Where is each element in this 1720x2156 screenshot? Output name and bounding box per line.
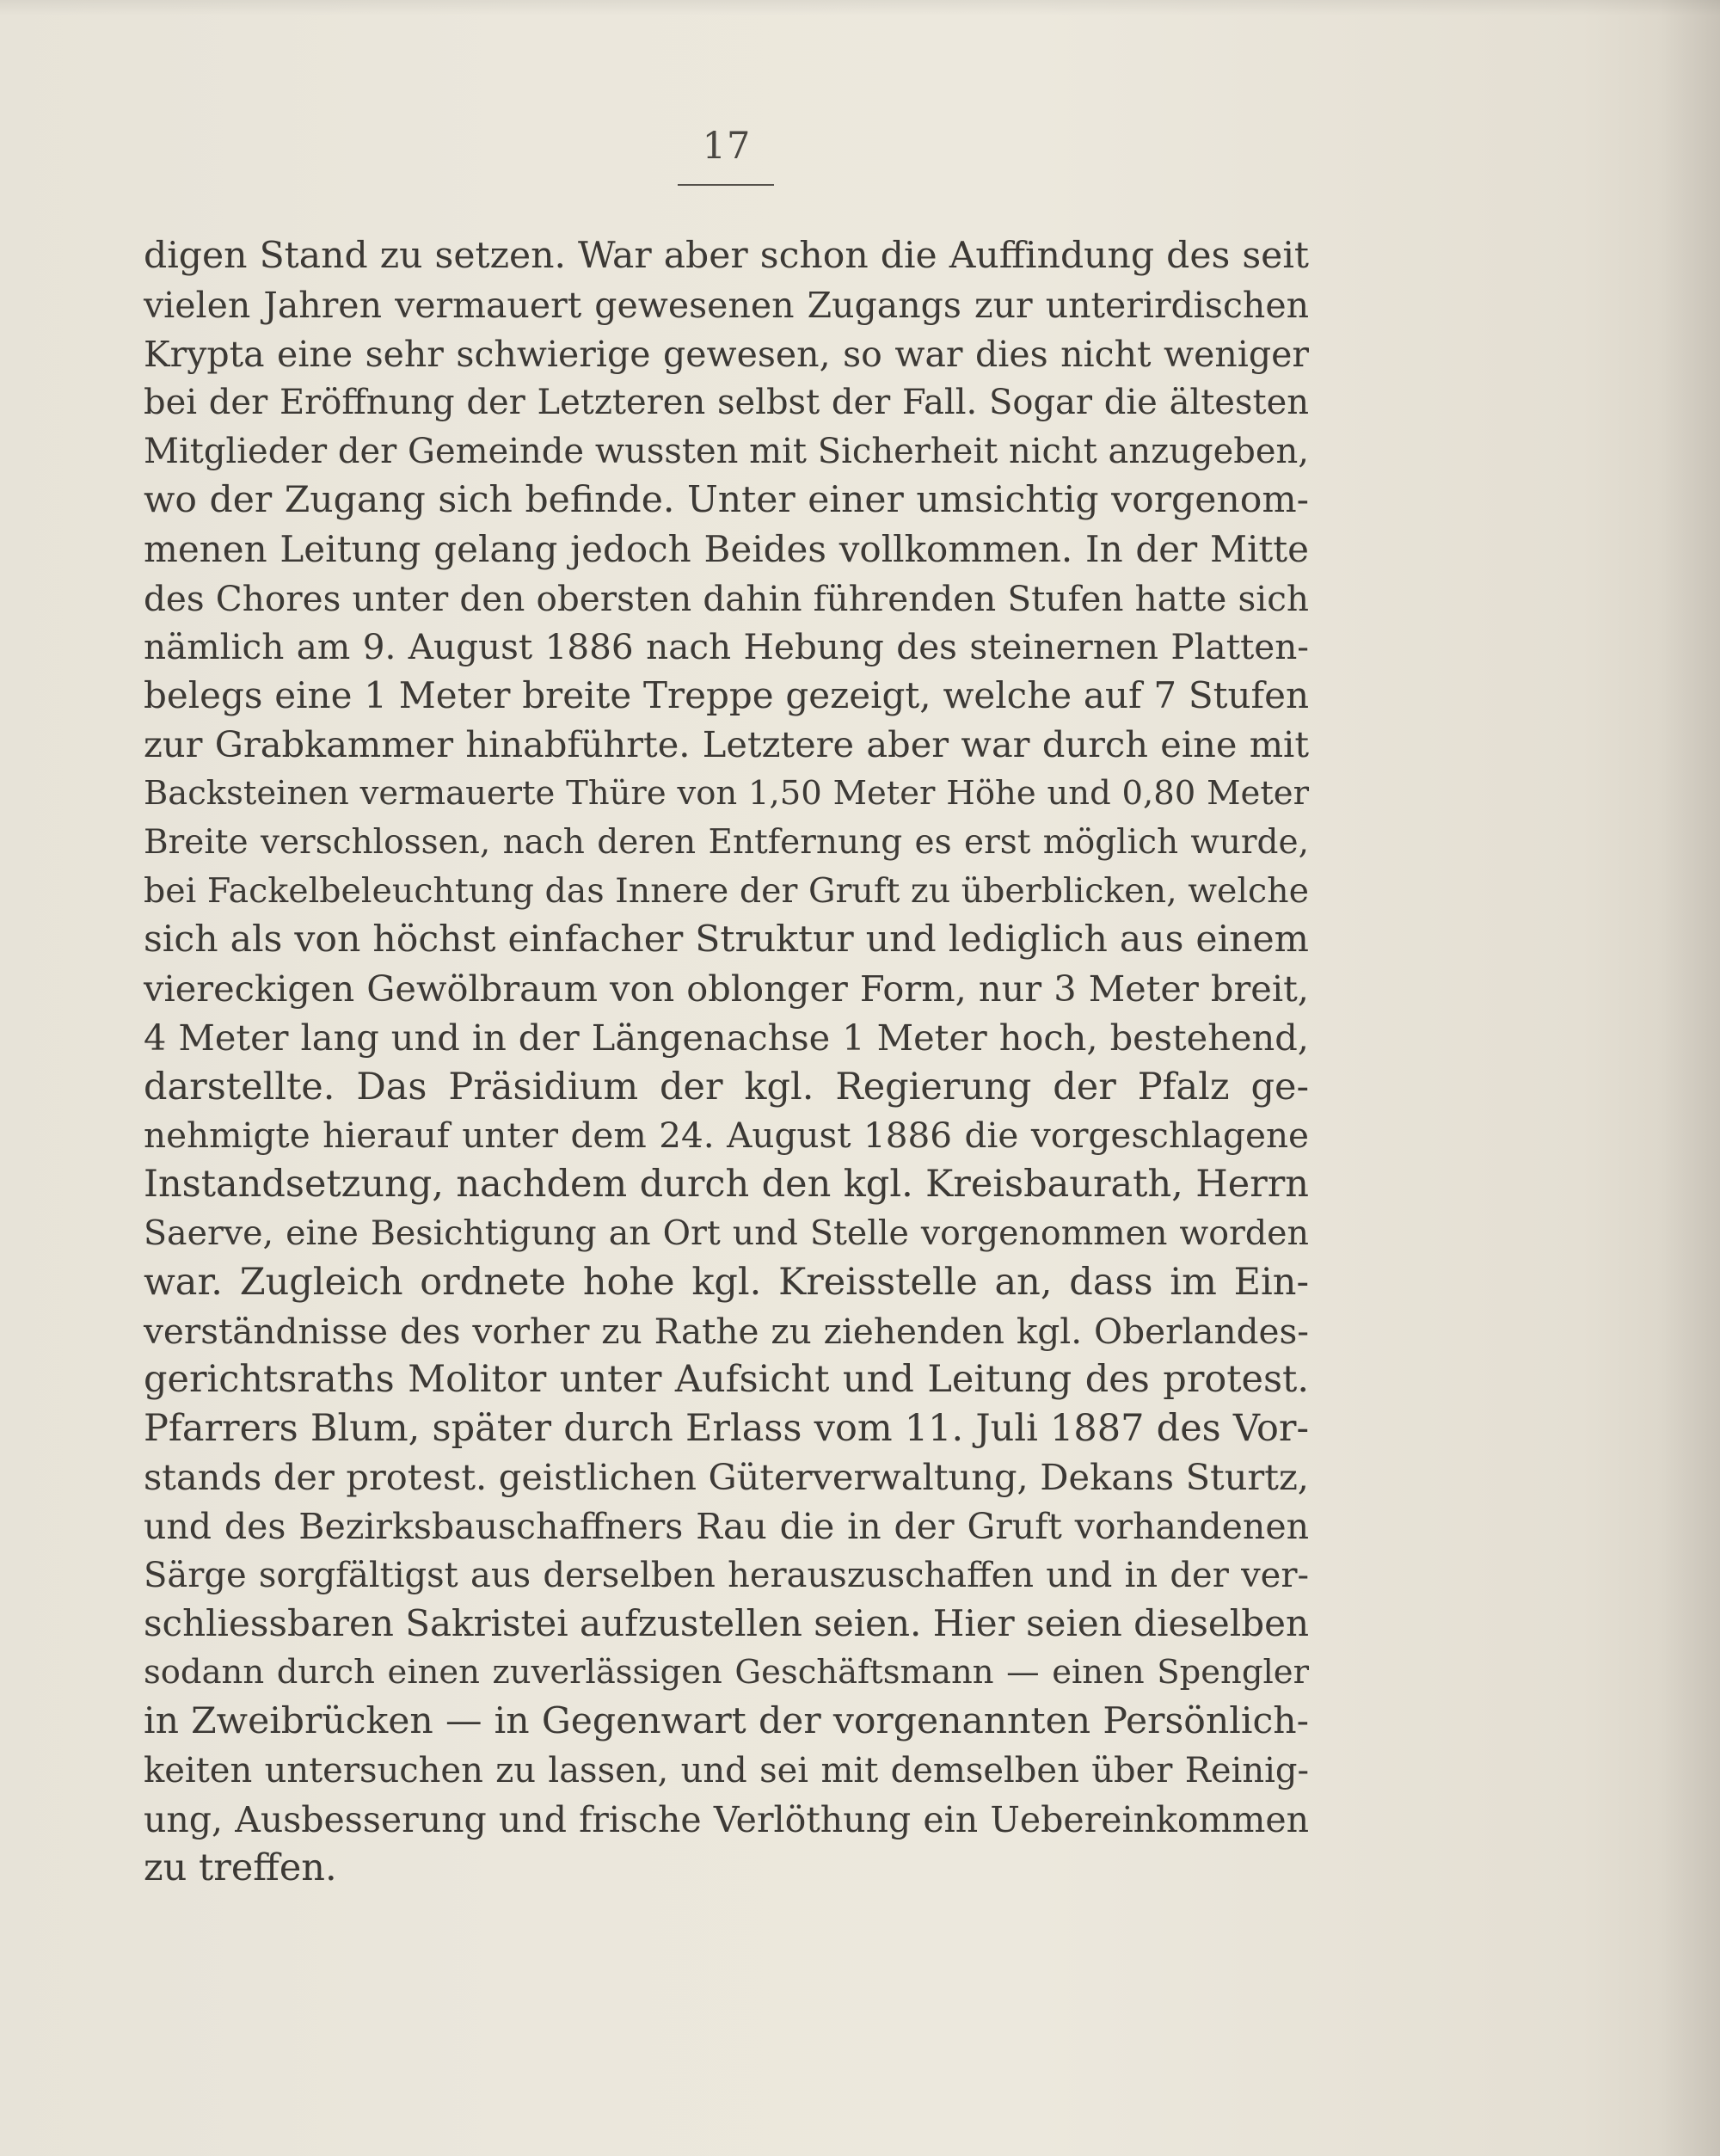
text-line: und des Bezirksbauschaffners Rau die in der Gruft vorhandenen — [144, 1505, 1309, 1547]
text-line: schliessbaren Sakristei aufzustellen seien. Hier seien dieselben — [144, 1602, 1309, 1645]
text-line: ung, Ausbesserung und frische Verlöthung ein Uebereinkommen — [144, 1798, 1309, 1840]
text-line: 4 Meter lang und in der Längenachse 1 Meter hoch, bestehend, — [144, 1016, 1309, 1059]
text-line: stands der protest. geistlichen Güterverwaltung, Dekans Sturtz, — [144, 1455, 1309, 1498]
text-line: belegs eine 1 Meter breite Treppe gezeigt, welche auf 7 Stufen — [144, 674, 1309, 717]
text-line: Pfarrers Blum, später durch Erlass vom 11. Juli 1887 des Vor- — [144, 1407, 1309, 1451]
text-line: Breite verschlossen, nach deren Entfernung es erst möglich wurde, — [144, 822, 1309, 862]
text-line: wo der Zugang sich befinde. Unter einer umsichtig vorgenom- — [144, 478, 1309, 521]
text-line: sodann durch einen zuverlässigen Geschäftsmann — einen Spengler — [144, 1653, 1309, 1692]
text-line: zur Grabkammer hinabführte. Letztere aber war durch eine mit — [144, 722, 1309, 765]
text-line: Saerve, eine Besichtigung an Ort und Stelle vorgenommen worden — [144, 1213, 1309, 1253]
text-line: Särge sorgfältigst aus derselben herauszuschaffen und in der ver- — [144, 1555, 1309, 1595]
text-line: war. Zugleich ordnete hohe kgl. Kreisstelle an, dass im Ein- — [144, 1260, 1309, 1304]
text-line: bei Fackelbeleuchtung das Innere der Gruft zu überblicken, welche — [144, 871, 1309, 912]
text-line: darstellte. Das Präsidium der kgl. Regierung der Pfalz ge- — [144, 1065, 1309, 1109]
text-line: keiten untersuchen zu lassen, und sei mit demselben über Reinig- — [144, 1750, 1309, 1791]
body-text — [144, 232, 1309, 1893]
text-line: Krypta eine sehr schwierige gewesen, so war dies nicht weniger — [144, 333, 1309, 375]
text-line: nehmigte hierauf unter dem 24. August 1886 die vorgeschlagene — [144, 1115, 1309, 1157]
text-line: digen Stand zu setzen. War aber schon die Auffindung des seit — [144, 235, 1309, 277]
text-line: gerichtsraths Molitor unter Aufsicht und Leitung des protest. — [144, 1358, 1309, 1402]
text-line: sich als von höchst einfacher Struktur und lediglich aus einem — [144, 918, 1309, 961]
page-number: 17 — [702, 125, 752, 168]
text-line: menen Leitung gelang jedoch Beides vollkommen. In der Mitte — [144, 527, 1309, 570]
page-number-rule — [678, 184, 774, 186]
text-line: nämlich am 9. August 1886 nach Hebung des steinernen Platten- — [144, 626, 1309, 668]
text-line: Instandsetzung, nachdem durch den kgl. Kreisbaurath, Herrn — [144, 1163, 1309, 1207]
text-line: verständnisse des vorher zu Rathe zu ziehenden kgl. Oberlandes- — [144, 1310, 1309, 1352]
text-line: bei der Eröffnung der Letzteren selbst der Fall. Sogar die ältesten — [144, 383, 1309, 423]
text-line-last: zu treffen. — [144, 1846, 337, 1890]
text-line: viereckigen Gewölbraum von oblonger Form, nur 3 Meter breit, — [144, 967, 1309, 1010]
text-line: in Zweibrücken — in Gegenwart der vorgenannten Persönlich- — [144, 1699, 1309, 1742]
text-line: des Chores unter den obersten dahin führenden Stufen hatte sich — [144, 577, 1309, 619]
text-line: vielen Jahren vermauert gewesenen Zugangs zur unterirdischen — [144, 284, 1309, 326]
text-line: Mitglieder der Gemeinde wussten mit Sicherheit nicht anzugeben, — [144, 432, 1309, 472]
text-line: Backsteinen vermauerte Thüre von 1,50 Meter Höhe und 0,80 Meter — [144, 773, 1309, 813]
